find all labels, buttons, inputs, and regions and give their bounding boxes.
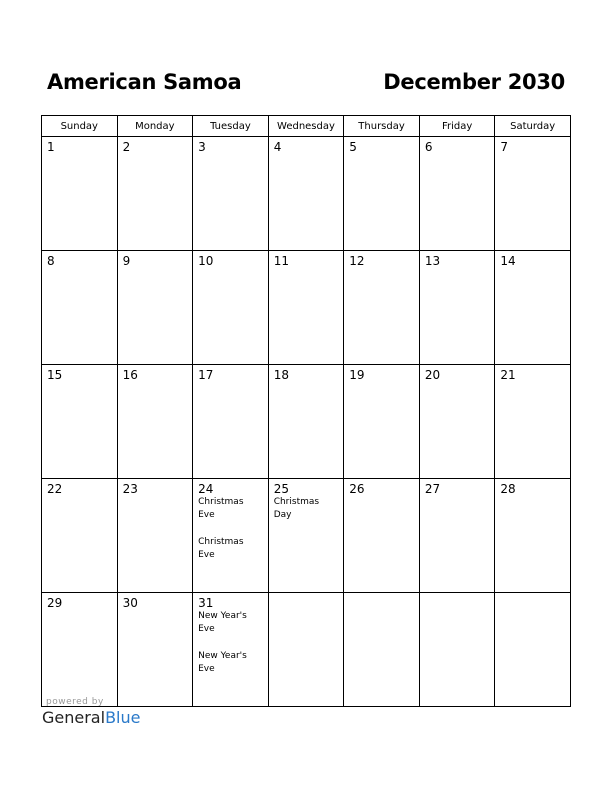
weekday-header-thursday: Thursday [344,116,420,137]
day-number: 11 [273,254,289,268]
day-number: 24 [198,482,214,496]
day-number: 3 [198,140,206,154]
day-number: 22 [47,482,63,496]
calendar-body [42,137,571,707]
day-cell [495,137,571,251]
day-cell [193,137,269,251]
logo-text-general: General [42,708,106,727]
day-cell [419,137,495,251]
day-number: 8 [47,254,55,268]
powered-by-text: powered by [46,697,104,707]
day-cell [344,251,420,365]
empty-day-cell [495,593,571,707]
weekday-header-sunday: Sunday [42,116,118,137]
day-number: 26 [349,482,365,496]
day-number: 29 [47,596,63,610]
day-number: 4 [273,140,282,154]
week-row [42,137,571,251]
day-cell [193,593,269,707]
weekday-header-friday: Friday [419,116,495,137]
day-number: 30 [122,596,138,610]
day-number: 17 [198,368,214,382]
day-cell [419,479,495,593]
empty-day-cell [268,593,344,707]
holiday-event: New Year's Eve [198,651,247,674]
holiday-event: Christmas Eve [198,537,244,560]
day-number: 25 [273,482,289,496]
empty-day-cell [344,593,420,707]
day-cell [268,137,344,251]
weekday-header-tuesday: Tuesday [193,116,269,137]
day-cell [117,137,193,251]
day-number: 23 [122,482,138,496]
day-cell [268,251,344,365]
day-cell [42,479,118,593]
day-cell [268,479,344,593]
week-row [42,593,571,707]
day-number: 14 [500,254,516,268]
holiday-event: Christmas Day [273,497,320,520]
generalblue-logo [42,708,140,727]
day-cell [344,479,420,593]
calendar-month-title: December 2030 [383,70,565,94]
day-number: 5 [349,140,357,154]
logo-text-blue: Blue [105,708,141,727]
day-cell [42,593,118,707]
day-cell [419,365,495,479]
day-number: 10 [198,254,214,268]
holiday-event: Christmas Eve [198,497,244,520]
day-cell [42,137,118,251]
weekday-header-monday: Monday [117,116,193,137]
day-cell [495,365,571,479]
weekday-header-wednesday: Wednesday [268,116,344,137]
day-cell [42,251,118,365]
day-number: 6 [424,140,433,154]
day-number: 27 [424,482,441,496]
weekday-header-saturday: Saturday [495,116,571,137]
day-cell [117,479,193,593]
day-cell [193,365,269,479]
day-cell [117,251,193,365]
day-number: 20 [424,368,441,382]
day-number: 31 [198,596,214,610]
day-number: 15 [47,368,63,382]
day-cell [193,479,269,593]
week-row [42,479,571,593]
day-cell [42,365,118,479]
day-number: 21 [500,368,516,382]
day-number: 1 [47,140,55,154]
day-cell [344,365,420,479]
day-number: 12 [349,254,365,268]
calendar-grid [41,115,571,707]
day-cell [419,251,495,365]
day-cell [117,593,193,707]
day-cell [495,479,571,593]
day-number: 9 [122,254,131,268]
weekday-header-row [42,116,571,137]
day-number: 18 [273,368,289,382]
calendar-country-title: American Samoa [47,70,242,94]
day-number: 13 [424,254,441,268]
day-cell [344,137,420,251]
day-cell [495,251,571,365]
week-row [42,365,571,479]
day-cell [268,365,344,479]
empty-day-cell [419,593,495,707]
holiday-event: New Year's Eve [198,611,247,634]
day-cell [117,365,193,479]
day-number: 7 [500,140,509,154]
day-number: 2 [122,140,131,154]
week-row [42,251,571,365]
day-number: 28 [500,482,516,496]
day-number: 16 [122,368,138,382]
day-cell [193,251,269,365]
day-number: 19 [349,368,365,382]
